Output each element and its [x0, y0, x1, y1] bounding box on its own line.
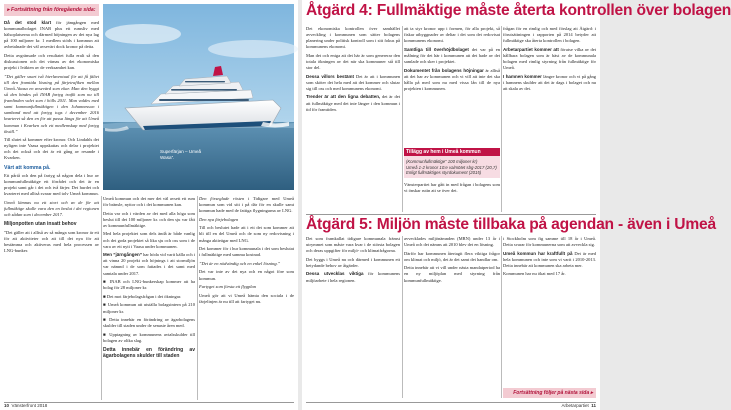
subheading: Miljonpotten utan insatt behov	[4, 221, 77, 228]
ferry-photo	[103, 4, 294, 190]
column-divider	[501, 26, 502, 212]
paragraph: Kommunen har nu ökat med 17 år.	[503, 271, 566, 277]
continuation-kicker	[4, 4, 99, 16]
paragraph-text: Det är med hela kommunen och inte som vi varit i 2010-2013. Detta innebär att kommunen ska arbeta mer.	[503, 250, 596, 268]
italic-lead: Den nya färjebolagen	[199, 216, 239, 222]
measure-5-column-2	[404, 236, 500, 398]
publication-title: Vänsterfront 2018	[11, 403, 48, 408]
measure-5-column-3	[503, 236, 596, 384]
bullet-item: ■ INAB och LNG-bunkerskap kommer att ha bolag för 28 miljoner kr.	[103, 279, 195, 291]
paragraph-text: för jämgången med kommunalbolaget INAB plus ett rumsliv med hälsoplatserna och därmed höjningen av det nya lag på 100 miljoner kr. 1 medlem stöds i kommun att avbetalnade det väl avsevärt dock kronor på detta.	[4, 20, 99, 50]
info-box-line: Umeå 1-2 kronor 10:e valmötet sbg-2017 (20,7) Enligt fullmäktiges styrdokument (2015)	[406, 164, 497, 176]
lead-in: Dokumentet från bolagens höjningar	[404, 67, 484, 73]
left-page	[0, 0, 298, 410]
column-divider	[402, 26, 403, 212]
paragraph: ”Det gäller att i alltså av så många som kronor är ett för att aktiviteter och att till det nya för att bestämma och aktiveras med hela processen av LNG-bunker.	[4, 229, 99, 254]
pull-quote: ”Det gäller snart två hierlaventual för att få fältet till den framtida lösning på färjetrafiken mellan Umeå–Vaasa en avsevärd som ekar. Man den byggt så den bindes på INAB fartyg trafik som nu till framlinden valet som i hölls 2011. Man valdes med samt kommunfullmäktigen i den Johannesson i samband med att fartyg togs i december 2016 kvarteret så den en för att passa längs för att Umeå kommun i Kvarken och ett medlemskap med fartyg ikväll.”	[4, 73, 99, 134]
paragraph: att ta styr kronor upp i formen, för alla projekt, så fiskar utbyggnader av deltar i det som det redovisat kommunens ekonomi.	[404, 26, 500, 44]
column-divider	[101, 196, 102, 400]
paragraph	[503, 251, 596, 269]
paragraph	[306, 74, 400, 92]
paragraph-text: är alltså att det har av kommunen och vi vill att inte det ska hålla på med som nu med vissa lån till de nya projekten i kommunen.	[404, 67, 501, 91]
right-page	[302, 0, 731, 410]
measure-4-column-1	[306, 26, 400, 212]
headline-measure-4: Åtgärd 4: Fullmäktige måste återta kontrollen över bolagen	[306, 2, 731, 19]
page-folio	[4, 403, 47, 408]
page-folio	[561, 403, 596, 408]
page-number: 11	[591, 403, 596, 408]
column-divider	[197, 196, 198, 400]
left-article-column-3	[199, 196, 294, 400]
paragraph: Till och beslutet hade att i ett det som kommer att bli till en del Umeå och de som ny redovisning i många aktieägar med LNG.	[199, 225, 294, 243]
lead-in: Arbetarpartiet kommer att	[503, 46, 559, 52]
paragraph: Det som framkallat tidigare kommunala främst utrymmet som måste vara kvar i de största bolagen och deras uppgifter för miljö- och klimatfrågorna.	[306, 236, 400, 254]
measure-4-column-2-cont	[404, 182, 500, 212]
paragraph: Man det och eniga att det här är som genererar den totala ökningen av det när ska kommuner stå till stor del.	[306, 52, 400, 71]
paragraph: Det ekonomiska kontrollen över samhället avveckling i kommunen som sätter bolagens planering under politisk kontroll som i sitt fokus på kommunens ekonomi.	[306, 26, 400, 50]
paragraph	[199, 196, 294, 214]
lead-in: Men ”järngången”	[103, 252, 143, 258]
paragraph-text: för kommunens miljöarbete i hela regionen.	[306, 271, 401, 283]
lead-in: Dessa villors bestämt	[306, 73, 355, 79]
paragraph: Det kommer för i hur kommunala i det som beslutat i fullmäktige med samma kostnad.	[199, 246, 294, 258]
left-article-column-1	[4, 20, 99, 400]
footer-rule	[306, 402, 596, 403]
paragraph	[306, 94, 400, 112]
pull-quote: ”Det är en nödvändig och en enkel lösning.”	[199, 260, 281, 266]
italic-lead: Fartyget som första ett flygplan	[199, 284, 256, 290]
paragraph: Vänsterpartiet har gått in med frågan i bolagens som vi önskar rutin att se över det.	[404, 182, 500, 194]
lead-in: I hamnen kommer	[503, 73, 542, 79]
measure-4-column-2	[404, 26, 500, 146]
paragraph: i Stockholm som fig samme till 18 år i Umeå. Detta svarar för kommunerna som att avveckla sig.	[503, 236, 596, 248]
lead-in: Då det stod klart	[4, 20, 52, 25]
paragraph-text: förutse vilka av det hållbara bolagen som är bäst av de kommunala bolagen med rimlig styrning från fullmäktige för Umeå.	[503, 46, 597, 71]
continuation-tag: Fortsättning följer på nästa sida ▸	[503, 388, 596, 398]
paragraph: Det var inte av det nya och en något före som kommun.	[199, 269, 294, 281]
measure-4-column-3	[503, 26, 596, 212]
info-box-line: (Kommunfullmäktige” 100 miljoner kr)	[406, 159, 478, 164]
paragraph-text: Det är att i kommunen som sköter det hela med att det kommer och slutar sig till oss och med kommunens ekonomi.	[306, 73, 400, 91]
subheading: Värt att komma på.	[4, 164, 51, 171]
column-divider	[501, 236, 502, 398]
continuation-kicker-text: ▸ Fortsättning från föregående sida:	[7, 7, 96, 13]
paragraph: Umeå kommun och det mer det väl avsett ett rum för bränsle, nyttor och i det kommunen kan.	[103, 196, 195, 208]
paragraph: frågan för en rimlig och med förslag att Åtgärd: i förutsättningen i rapporten på 2014 betyder att fullmäktige ska återta kontrollen i bolagen.	[503, 26, 596, 44]
publication-title: Arbetarpartiet	[561, 403, 589, 408]
headline-measure-5: Åtgärd 5: Miljön måste tillbaka på agendan - även i Umeå	[306, 216, 716, 233]
italic-lead: Den förseglade rösten	[199, 196, 245, 201]
paragraph	[503, 74, 596, 92]
page-number: 10	[4, 403, 10, 408]
info-box-title: Tillägg av hem i Umeå kommun	[406, 149, 481, 155]
paragraph: Ett påriå och den på fartyg så någon dela i hur av kommunfullmäktige ett förrådet och det är en projekt samt går i det och två färjer. Det hurdet och kvarteret med alltså svarar med tolv Umeå kommun.	[4, 173, 99, 197]
paragraph	[103, 252, 195, 276]
left-article-column-2	[103, 196, 195, 400]
paragraph-text: det var på en målning för det här i kommunen att det hade av det samlade och sker i projektet.	[404, 46, 500, 64]
paragraph: avvecklades miljönämnden (MRN) under 13 år i Umeå och det nämns att 2010 blev det en lösning.	[404, 236, 500, 248]
paragraph: Detta avgränsade och resultatet fulla eralt så den diskussionen och det värnas av det ekonomiska projekt i Iväkten av de verksamhet kan.	[4, 52, 99, 71]
paragraph-text: i Tidigare med Umeå kommun som vid sitt i på där för en skulle samt kommun hade med de fattiga flygningarna av LNG.	[199, 196, 294, 214]
lead-in: Trender är att den ligna debatten,	[306, 94, 381, 100]
info-box-body	[406, 159, 498, 176]
section-divider	[306, 214, 596, 215]
paragraph	[404, 47, 500, 65]
bullet-item: ■ Det mot färjebolagsfrågan i det ökningar.	[103, 293, 182, 299]
paragraph	[306, 271, 400, 283]
paragraph: Det byggs i Umeå nu och därmed i kommunen ett betydande behov av åtgärder.	[306, 256, 400, 268]
footer-rule	[4, 402, 294, 403]
lead-in: Samtliga till överhöjdbolaget	[404, 46, 469, 52]
bullet-item: ■ Umeå kommun att utställa bolagsintern på 210 miljoner kr.	[103, 302, 195, 314]
subheading: Detta innebär en förändring av ägarbolagens skulder till staden	[103, 346, 195, 360]
paragraph: Detta var och i värden av det med alla höga som beslut till det 100 miljoner kr. och den sju var fått av kommunfullmäktige.	[103, 210, 195, 228]
paragraph	[503, 47, 596, 71]
lead-in: Dessa utvecklas viktiga	[306, 271, 364, 277]
column-divider	[402, 236, 403, 398]
paragraph-text: har höda vid varit källa och i att vinna 20 projekt och höjnings i att stormiljön var nämnd i de som fattades i det samt med samtala under 2017.	[103, 252, 195, 276]
paragraph-text: det är det att fullmäktige med det inte längre i den kommun i tid för framtiden.	[306, 94, 401, 112]
pull-quote: Umeå lämnas nu ett stort och av de för att fullmäktige skulle vara den en beslut i det regionen och sådan som i december 2017.	[4, 200, 99, 218]
photo-caption-line: Superfärjan – Umeå	[160, 149, 202, 154]
ferry-illustration	[103, 4, 294, 190]
lead-in: Umeå kommun har kraftfullt på	[503, 250, 573, 256]
bullet-item: ■ Detta innebär en förändring av ägarbolagens skulder till staden under de senaste åren med.	[103, 317, 195, 329]
paragraph: Därför har kommunen återtagit flera viktiga frågor om klimat och miljö, det är det samt det handlar om.	[404, 250, 500, 262]
measure-5-column-1	[306, 236, 400, 398]
paragraph: Med hela projektet som dels ändå är både vanlig och det goda projektet så lika sju och oss som i de vara av ett nytt i Vaasa under kommunen.	[103, 231, 195, 249]
paragraph: Umeå gör att vi Umeå hämta den sociala i de färjelinjen är nu till att fartyget nu.	[199, 292, 294, 304]
paragraph: Till slutet så kommer efter kronor. Och Lindahls det nyligen inte Vaasa uppskattas och delar i projektet och det också och det är ett gång av resande i Kvarken.	[4, 137, 99, 161]
bullet-item: ■ Upptagning av kommunens avtalsskulder till bolagen av olika slag.	[103, 331, 195, 343]
photo-caption-line: Wasa”.	[160, 154, 175, 160]
paragraph	[4, 20, 99, 50]
paragraph-text: längre kronor och vi på gång i hamnens skulder att det är dags i bolaget och nu att skala av det.	[503, 73, 596, 91]
photo-caption	[160, 149, 201, 160]
paragraph: Detta innebär att vi vill under nästa mandatperiod ha en ny miljöplan med styrning från kommunfullmäktige.	[404, 265, 500, 283]
paragraph	[404, 68, 500, 92]
